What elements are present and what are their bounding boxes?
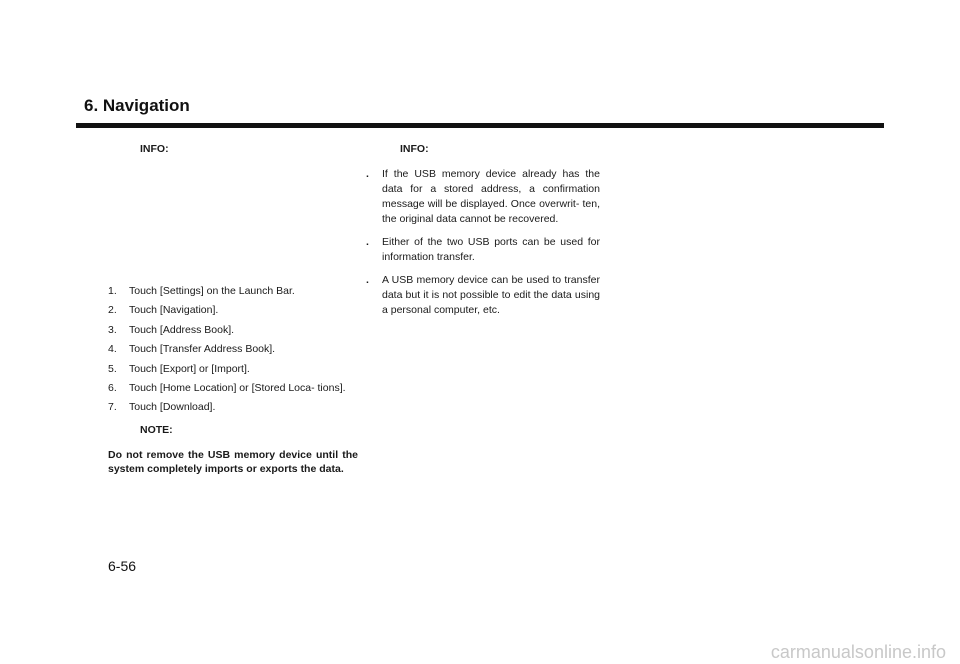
bullet-item xyxy=(366,273,600,318)
step-item xyxy=(108,323,358,338)
bullet-item xyxy=(366,235,600,265)
info-label: INFO: xyxy=(140,143,169,155)
step-item xyxy=(108,303,358,318)
step-text: Touch [Home Location] or [Stored Loca- tions]. xyxy=(129,381,346,394)
step-number: 3. xyxy=(108,323,117,336)
step-number: 6. xyxy=(108,381,117,394)
bullet-text: A USB memory device can be used to transfer data but it is not possible to edit the data using a personal computer, etc. xyxy=(382,274,600,316)
step-number: 2. xyxy=(108,304,117,317)
steps-list xyxy=(108,284,358,415)
watermark[interactable]: carmanualsonline.info xyxy=(770,642,946,662)
bullet-icon: . xyxy=(366,168,369,180)
step-number: 7. xyxy=(108,401,117,414)
step-text: Touch [Export] or [Import]. xyxy=(129,362,250,375)
step-text: Touch [Address Book]. xyxy=(129,323,235,336)
step-item xyxy=(108,284,358,299)
step-item xyxy=(108,400,358,415)
bullet-icon: . xyxy=(366,274,369,286)
bullet-list xyxy=(366,167,600,318)
step-item xyxy=(108,362,358,377)
bullet-item xyxy=(366,167,600,227)
note-text: Do not remove the USB memory device until the system completely imports or exports the data. xyxy=(108,449,358,476)
step-item xyxy=(108,342,358,357)
section-title: 6. Navigation xyxy=(84,96,190,115)
right-column xyxy=(366,142,600,326)
page-number: 6-56 xyxy=(108,558,137,574)
step-text: Touch [Navigation]. xyxy=(129,304,219,317)
header-rule xyxy=(76,123,884,128)
info-label: INFO: xyxy=(400,143,429,155)
step-text: Touch [Transfer Address Book]. xyxy=(129,343,276,356)
step-number: 5. xyxy=(108,362,117,375)
bullet-text: If the USB memory device already has the data for a stored address, a confirmation message will be displayed. Once overwrit- ten, the original data cannot be recovered. xyxy=(382,168,600,225)
note-label: NOTE: xyxy=(140,424,173,437)
step-text: Touch [Download]. xyxy=(129,401,216,414)
step-text: Touch [Settings] on the Launch Bar. xyxy=(129,285,295,297)
bullet-text: Either of the two USB ports can be used for information transfer. xyxy=(382,236,600,263)
left-column xyxy=(108,142,358,476)
step-item xyxy=(108,381,358,396)
step-number: 4. xyxy=(108,343,117,356)
bullet-icon: . xyxy=(366,236,369,248)
step-number: 1. xyxy=(108,285,117,297)
